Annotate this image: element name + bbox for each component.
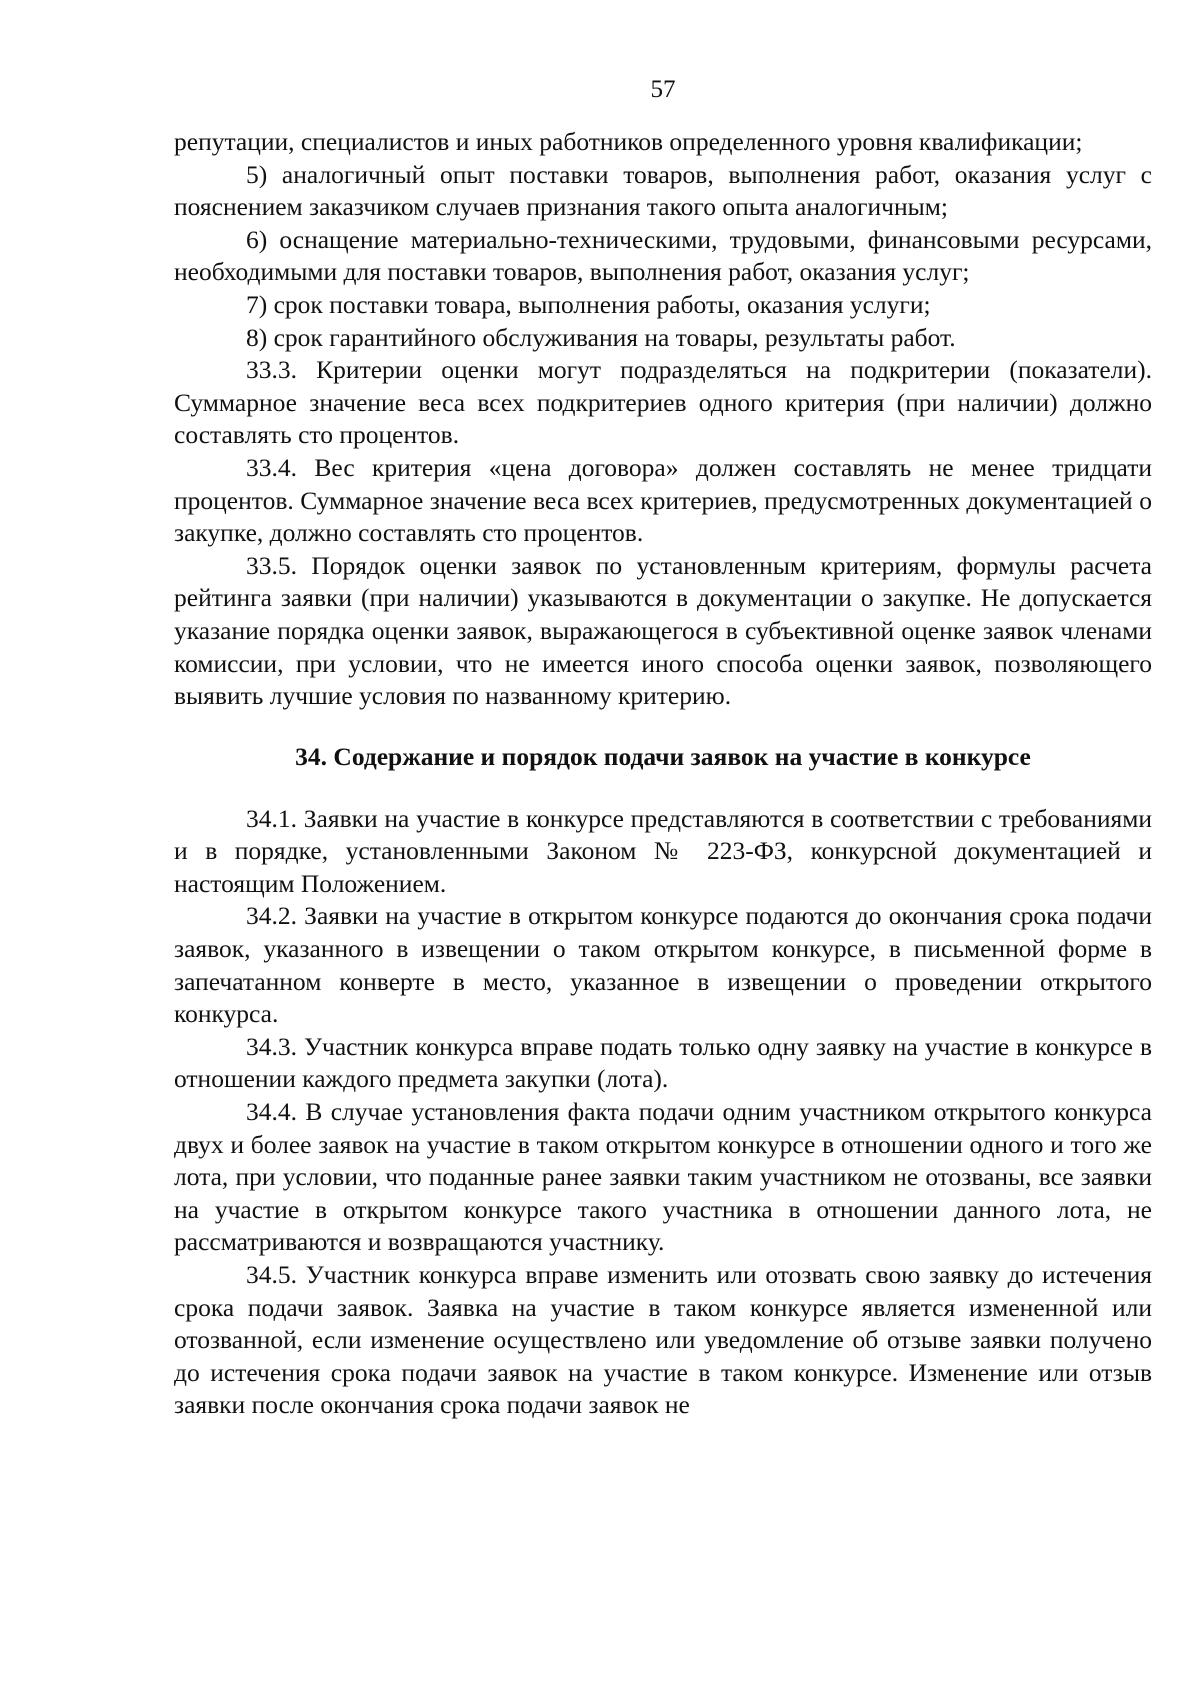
paragraph: 34.2. Заявки на участие в открытом конкурсе подаются до окончания срока подачи заявок, указанного в извещении о таком открытом конкурсе, в письменной форме в запечатанном конверте в место, указанное в извещении о проведении открытого конкурса. [174, 901, 1152, 1029]
paragraph: 33.3. Критерии оценки могут подразделяться на подкритерии (показатели). Суммарное значение веса всех подкритериев одного критерия (при наличии) должно составлять сто процентов. [174, 355, 1152, 450]
paragraph: 6) оснащение материально-техническими, трудовыми, финансовыми ресурсами, необходимыми для поставки товаров, выполнения работ, оказания услуг; [174, 224, 1152, 287]
paragraph: 7) срок поставки товара, выполнения работы, оказания услуги; [246, 289, 931, 319]
paragraphs-before-section [174, 126, 1152, 713]
paragraph: репутации, специалистов и иных работников определенного уровня квалификации; [174, 127, 1083, 156]
paragraph: 8) срок гарантийного обслуживания на товары, результаты работ. [246, 322, 956, 352]
paragraph: 5) аналогичный опыт поставки товаров, выполнения работ, оказания услуг с пояснением заказчиком случаев признания такого опыта аналогичным; [174, 159, 1152, 222]
paragraph: 33.4. Вес критерия «цена договора» должен составлять не менее тридцати процентов. Суммарное значение веса всех критериев, предусмотренных документацией о закупке, должно составлять сто процентов. [174, 452, 1152, 548]
paragraphs-after-section [174, 803, 1152, 1422]
page-number: 57 [650, 76, 676, 103]
paragraph: 34.4. В случае установления факта подачи одним участником открытого конкурса двух и более заявок на участие в таком открытом конкурсе в отношении одного и того же лота, при условии, что поданные ранее заявки таким участником не отозваны, все заявки на участие в открытом конкурсе такого участника в отношении данного лота, не рассматриваются и возвращаются участнику. [174, 1097, 1152, 1257]
paragraph: 34.1. Заявки на участие в конкурсе представляются в соответствии с требованиями и в порядке, установленными Законом № 223-ФЗ, конкурсной документацией и настоящим Положением. [174, 803, 1152, 898]
section-heading: 34. Содержание и порядок подачи заявок на участие в конкурсе [295, 741, 1031, 771]
paragraph: 33.5. Порядок оценки заявок по установленным критериям, формулы расчета рейтинга заявки (при наличии) указываются в документации о закупке. Не допускается указание порядка оценки заявок, выражающегося в субъективной оценке заявок членами комиссии, при условии, что не имеется иного способа оценки заявок, позволяющего выявить лучшие условия по названному критерию. [174, 550, 1152, 711]
document-page [174, 74, 1152, 1422]
paragraph: 34.3. Участник конкурса вправе подать только одну заявку на участие в конкурсе в отношении каждого предмета закупки (лота). [174, 1031, 1152, 1094]
paragraph: 34.5. Участник конкурса вправе изменить или отозвать свою заявку до истечения срока подачи заявок. Заявка на участие в таком конкурсе является измененной или отозванной, если изменение осуществлено или уведомление об отзыве заявки получено до истечения срока подачи заявок на участие в таком конкурсе. Изменение или отзыв заявки после окончания срока подачи заявок не [174, 1260, 1152, 1420]
